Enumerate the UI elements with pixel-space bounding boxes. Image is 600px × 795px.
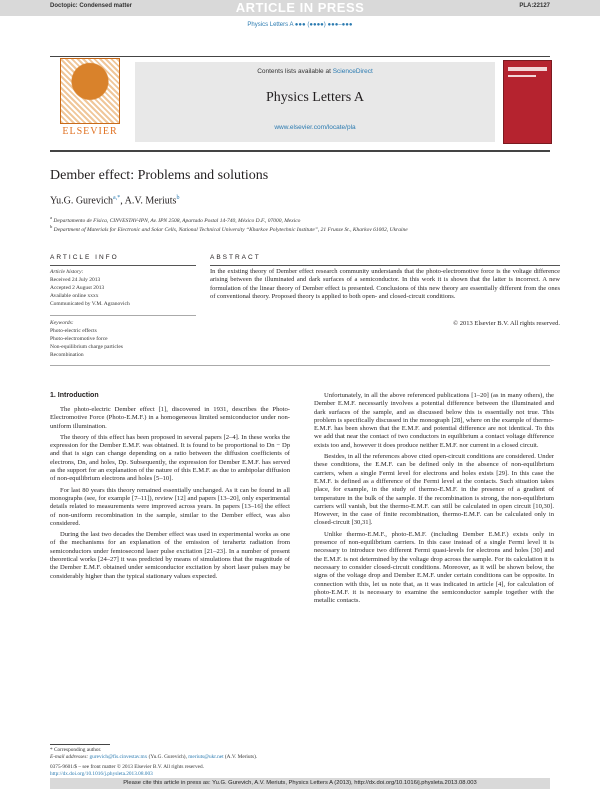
citation-bar: Please cite this article in press as: Yu.G. Gurevich, A.V. Meriuts, Physics Letters A (2013), http://dx.doi.org/10.1016/j.physleta.2013.08.003 xyxy=(50,778,550,789)
masthead-top-rule xyxy=(50,56,550,57)
body-paragraph: Unlike thermo-E.M.F., photo-E.M.F. (including Dember E.M.F.) exists only in presence of non-equilibrium carriers. In this case instead of a single Fermi level it is necessary to introduce two different Fermi quasi-levels for electrons and holes [30] and the E.M.F. is not determined by the voltage drop across the sample. For its calculation it is necessary to consider closed-circuit conditions. Moreover, as it will be shown below, the signs of the voltage drop and Dember E.M.F. under certain conditions can be opposite. In connection with this, let us note that, as it was indicated in article [4], for calculation of photo-E.M.F. it is necessary to examine the semiconductor sample together with the metallic contacts. xyxy=(314,530,554,605)
elsevier-logo[interactable] xyxy=(50,58,130,138)
keyword-item: Photo-electric effects xyxy=(50,328,97,334)
email-footnote xyxy=(50,754,257,760)
email-link[interactable]: gurevich@fis.cinvestav.mx xyxy=(89,754,148,760)
body-column-left xyxy=(50,406,290,584)
article-info-heading: ARTICLE INFO xyxy=(50,254,119,261)
doi-link[interactable] xyxy=(50,771,153,777)
journal-title: Physics Letters A xyxy=(266,90,364,105)
keyword-item: Photo-electromotive force xyxy=(50,336,108,342)
journal-citation-line[interactable]: Physics Letters A ●●● (●●●●) ●●●–●●● xyxy=(247,22,353,28)
publisher-wordmark: ELSEVIER xyxy=(62,126,118,137)
affiliation-b xyxy=(50,224,550,233)
abstract-heading: ABSTRACT xyxy=(210,254,261,261)
manuscript-id: PLA:22127 xyxy=(519,3,550,9)
affiliation-a xyxy=(50,215,550,224)
keyword-item: Non-equilibrium charge particles xyxy=(50,344,123,350)
keyword-item: Recombination xyxy=(50,352,84,358)
section-heading-introduction: 1. Introduction xyxy=(50,392,99,399)
cover-band xyxy=(508,75,536,77)
author-list: Yu.G. Gurevich$^{a,*}$, A.V. Meriuts$^b$ xyxy=(50,195,180,207)
journal-cover-image[interactable] xyxy=(503,60,552,144)
author-name[interactable]: A.V. Meriuts xyxy=(124,195,177,207)
journal-homepage-link[interactable]: www.elsevier.com/locate/pla xyxy=(274,124,356,131)
affiliation-text: Department of Materials for Electronic and Solar Cells, National Technical University “Kharkov Polytechnic Institute”, 21 Frunze St., Kharkov 61002, Ukraine xyxy=(53,226,408,233)
history-label: Article history: xyxy=(50,269,84,275)
affiliation-mark: b xyxy=(50,224,53,229)
body-column-right xyxy=(314,392,554,608)
email-owner: (A.V. Meriuts). xyxy=(224,754,258,760)
affiliation-text: Departamento de Física, CINVESTAV-IPN, Av. IPN 2508, Apartado Postal 14-740, México D.F., 07000, Mexico xyxy=(53,217,301,224)
abstract-copyright: © 2013 Elsevier B.V. All rights reserved. xyxy=(453,320,560,327)
doctopic-label: Doctopic: Condensed matter xyxy=(50,3,133,9)
abstract-rule xyxy=(210,265,560,266)
online-date: Available online xxxx xyxy=(50,293,99,299)
footnote-rule xyxy=(50,744,110,745)
body-paragraph: The theory of this effect has been proposed in several papers [2–4]. In these works the expression for the Dember E.M.F. was obtained. It is found to be proportional to Dn − Dp and that is sign can change depending on a ratio between the diffusion coefficients of electrons, Dn, and holes, Dp. Subsequently, the expression for Dember E.M.F. has served as the support for an explanation of the nature of this E.M.F. as due to ambipolar diffusion of non-equilibrium electrons and holes [5–10]. xyxy=(50,433,290,483)
journal-masthead xyxy=(135,62,495,142)
doi-text[interactable]: http://dx.doi.org/10.1016/j.physleta.2013.08.003 xyxy=(50,771,153,777)
author-marks[interactable]: b xyxy=(176,195,180,201)
affiliation-mark: a xyxy=(50,215,53,220)
body-paragraph: Unfortunately, in all the above referenced publications [1–20] (as in many others), the Dember E.M.F. necessarily involves a potential difference between the illuminated and dark surfaces of the sample, and as discussed below this is essentially not true. This problem is specifically discussed in the monograph [28], where on the example of thermo-E.M.F. has been shown that the E.M.F. and potential difference are not identical. To this we add that near the contact of two conductors in equilibrium a contact voltage difference exists too and, however it does produce neither E.M.F. nor current in a closed circuit. xyxy=(314,392,554,449)
corresponding-author-note: * Corresponding author. xyxy=(50,747,102,753)
elsevier-tree-icon xyxy=(60,58,120,124)
body-top-rule xyxy=(50,365,550,366)
keywords-label: Keywords: xyxy=(50,320,74,326)
masthead-bottom-rule xyxy=(50,150,550,152)
sciencedirect-link[interactable]: ScienceDirect xyxy=(332,68,373,75)
author-marks[interactable]: a,* xyxy=(113,195,121,201)
issn-line: 0375-9601/$ – see front matter © 2013 Elsevier B.V. All rights reserved. xyxy=(50,764,204,770)
email-link[interactable]: meriuts@ukr.net xyxy=(188,754,224,760)
accepted-date: Accepted 2 August 2013 xyxy=(50,285,105,291)
received-date: Received 24 July 2013 xyxy=(50,277,101,283)
body-paragraph: The photo-electric Dember effect [1], discovered in 1931, describes the Photo-Electromotive Force (Photo-E.M.F.) in a homogeneous limited semiconductor under non-uniform illumination. xyxy=(50,406,290,430)
body-paragraph: During the last two decades the Dember effect was used in experimental works as one of the mechanisms for an explanation of the emission of terahertz radiation from semiconductors under femtosecond laser pulse excitation [21–23]. In a number of present theoretical works [24–27] it was predicted by means of simulations that the magnitude of the Dember E.M.F. obtained under semiconductor excitation by short laser pulses may be considerably higher than the typical stationary values expected. xyxy=(50,531,290,580)
article-info-rule xyxy=(50,265,196,266)
abstract-text: In the existing theory of Dember effect research community understands that the photo-electromotive force is the voltage difference arising between the illuminated and dark surfaces of a semiconductor. In this work it is shown that the latter is incorrect. A new formulation of the linear theory of Dember effect is presented. Conclusions of this new theory are essentially different from the ones of conventional theory. Proposed theory is applied to both open- and closed-circuit conditions. xyxy=(210,268,560,301)
keywords-rule xyxy=(50,315,196,316)
email-prefix: E-mail addresses: xyxy=(50,754,90,760)
email-owner: (Yu.G. Gurevich), xyxy=(147,754,189,760)
author-name[interactable]: Yu.G. Gurevich xyxy=(50,195,114,207)
cover-band xyxy=(508,67,547,71)
article-in-press-label: ARTICLE IN PRESS xyxy=(235,0,365,15)
top-banner xyxy=(0,0,600,16)
body-paragraph: Besides, in all the references above cited open-circuit conditions are considered. Under these conditions, the E.M.F. can be defined only in the absence of non-equilibrium carriers, when a single Fermi level for electrons and holes exists [29]. In this case the E.M.F. is defined as a difference of the Fermi level at the contacts. Such situation takes place, for example, in the study of thermo-E.M.F. in the presence of a gradient of temperature in the bulk of the sample. If the recombination is strong, the non-equilibrium carriers will vanish, but the thermo-E.M.F. can still be calculated in open circuit [10,30]. However, in the case of finite recombination, thermo-E.M.F. can be calculated only in closed-circuit [30,31]. xyxy=(314,453,554,527)
contents-line xyxy=(135,68,495,75)
article-title: Dember effect: Problems and solutions xyxy=(50,168,269,183)
body-paragraph: For last 80 years this theory remained essentially unchanged. As it can be found in all monographs (see, for example [7–11]), review [12] and papers [13–20], only experimental details related to measurements were improved across years. In papers [13–16] the effect of non-uniform recombination in the sample, similar to the Dember effect, was also considered. xyxy=(50,486,290,527)
communicated-by: Communicated by V.M. Agranovich xyxy=(50,301,130,307)
contents-prefix: Contents lists available at xyxy=(257,68,333,75)
